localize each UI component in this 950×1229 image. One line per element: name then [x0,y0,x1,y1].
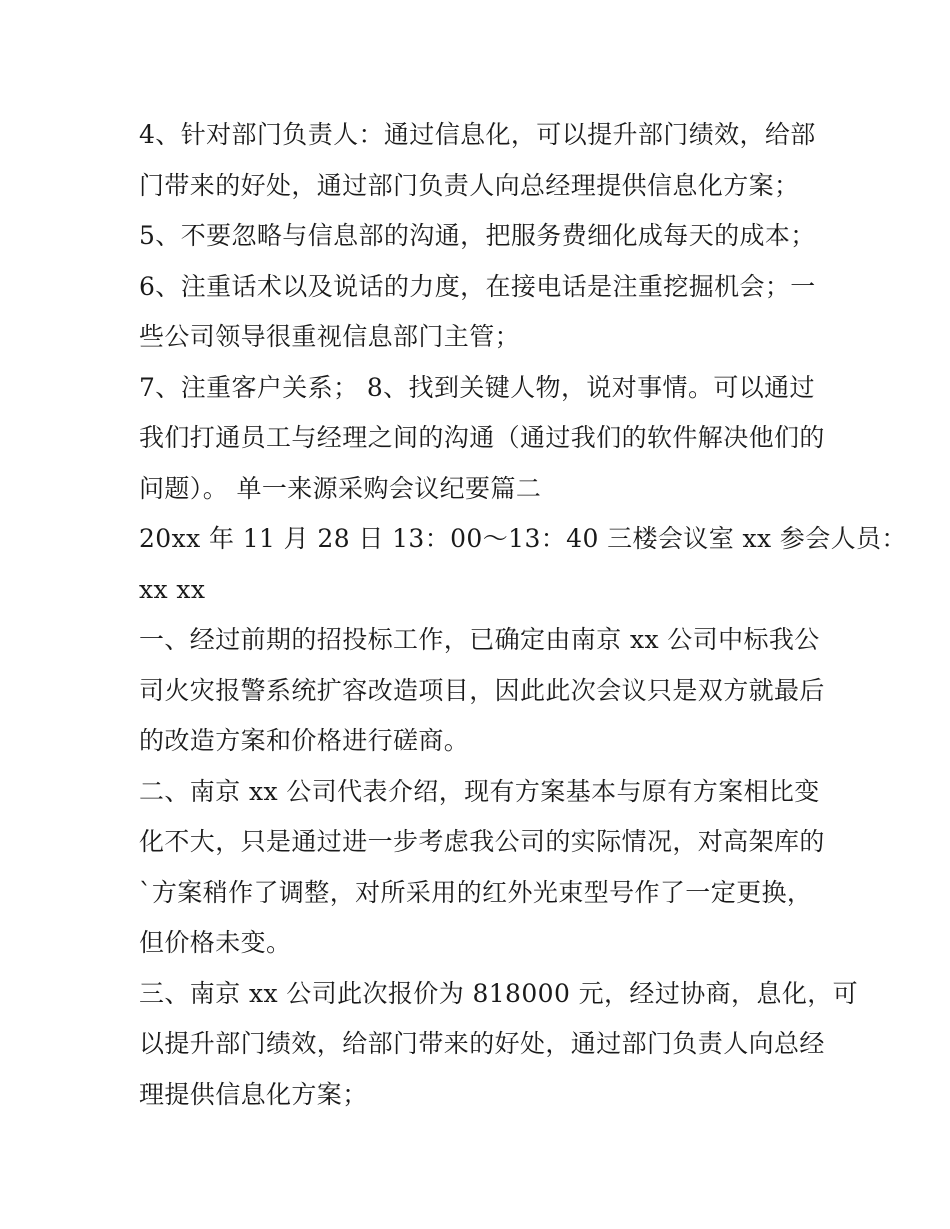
text-line-4: 6、注重话术以及说话的力度，在接电话是注重挖掘机会；一 [139,271,816,301]
text-line-10: xx xx [139,574,206,604]
text-line-15: 化不大，只是通过进一步考虑我公司的实际情况，对高架库的 [139,827,825,856]
document-body [139,110,907,1120]
text-line-8: 问题）。 单一来源采购会议纪要篇二 [139,473,542,503]
text-line-19: 以提升部门绩效，给部门带来的好处，通过部门负责人向总经 [139,1029,825,1058]
text-line-20: 理提供信息化方案； [139,1079,368,1109]
text-line-5: 些公司领导很重视信息部门主管； [139,322,521,351]
text-line-14: 二、南京 xx 公司代表介绍，现有方案基本与原有方案相比变 [139,776,820,806]
text-line-9: 20xx 年 11 月 28 日 13：00～13：40 三楼会议室 xx 参会人员： [139,524,907,553]
text-line-11: 一、经过前期的招投标工作，已确定由南京 xx 公司中标我公 [139,625,820,654]
text-line-1: 4、针对部门负责人：通过信息化，可以提升部门绩效，给部 [139,120,816,149]
text-line-7: 我们打通员工与经理之间的沟通（通过我们的软件解决他们的 [139,423,825,452]
text-line-13: 的改造方案和价格进行磋商。 [139,726,470,755]
text-line-2: 门带来的好处，通过部门负责人向总经理提供信息化方案； [139,170,800,200]
text-line-18: 三、南京 xx 公司此次报价为 818000 元，经过协商，息化，可 [139,978,859,1008]
text-line-16: `方案稍作了调整，对所采用的红外光束型号作了一定更换， [139,877,813,907]
text-line-17: 但价格未变。 [139,928,292,957]
text-line-3: 5、不要忽略与信息部的沟通，把服务费细化成每天的成本； [139,221,816,250]
text-line-6: 7、注重客户关系； 8、找到关键人物，说对事情。可以通过 [139,372,815,402]
text-line-12: 司火灾报警系统扩容改造项目，因此此次会议只是双方就最后 [139,675,825,705]
